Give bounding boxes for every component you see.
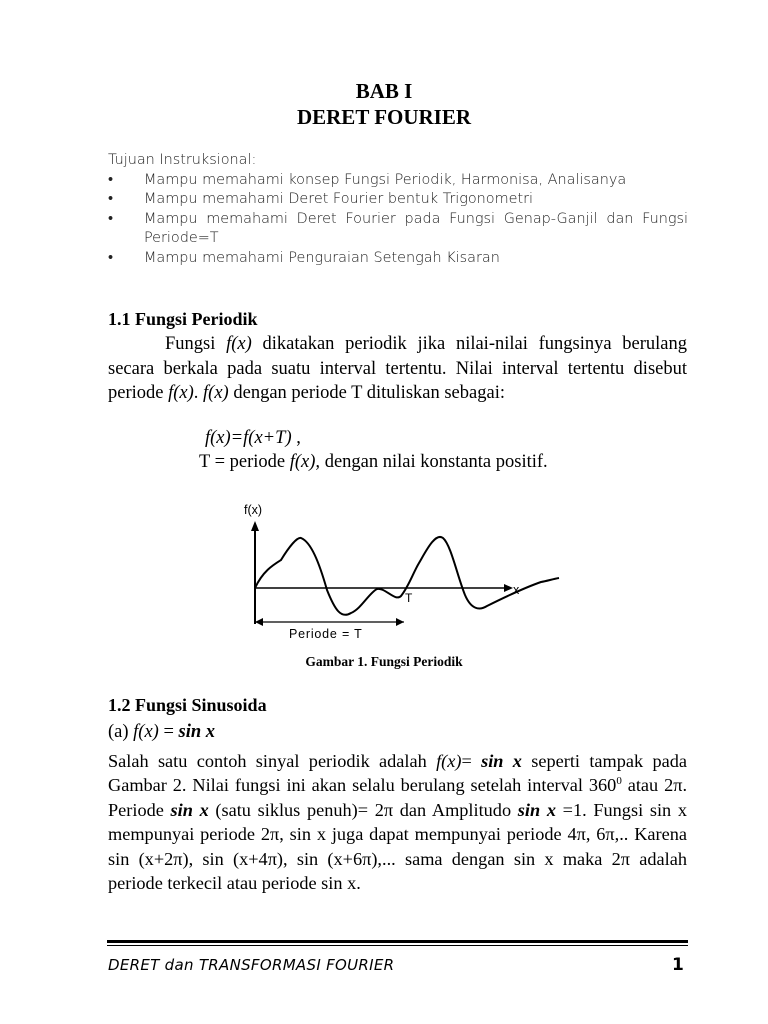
objectives-list xyxy=(108,171,688,269)
period-left-arrow-icon xyxy=(255,618,263,626)
bullet-icon: • xyxy=(108,171,114,188)
footer-book-title: DERET dan TRANSFORMASI FOURIER xyxy=(108,956,395,974)
bullet-icon: • xyxy=(108,210,114,227)
x-axis-arrow-icon xyxy=(504,584,513,592)
sinusoid-paragraph: Salah satu contoh sinyal periodik adalah f(x)= sin x seperti tampak pada Gambar 2. Nilai fungsi ini akan selalu berulang setelah interval $360^0$ atau 2π. Periode sin x (satu siklus penuh)= 2π dan Amplitudo sin x =1. Fungsi sin x mempunyai periode 2π, sin x juga dapat mempunyai periode 4π, 6π,.. Karena sin (x+2π), sin (x+4π), sin (x+6π),... sama dengan sin x maka 2π adalah periode terkecil atau periode sin x. xyxy=(108,751,688,894)
figure-caption: Gambar 1. Fungsi Periodik xyxy=(305,654,463,669)
bullet-icon: • xyxy=(108,191,114,207)
x-axis-label: x xyxy=(513,583,520,597)
chapter-title: DERET FOURIER xyxy=(296,105,472,129)
period-right-arrow-icon xyxy=(396,618,404,626)
y-axis-label: f(x) xyxy=(244,503,263,517)
section-heading-1-2: 1.2 Fungsi Sinusoida xyxy=(108,695,267,715)
objective-item: • Mampu memahami konsep Fungsi Periodik, Harmonisa, Analisanya xyxy=(108,171,688,191)
period-definition-line: T = periode f(x), dengan nilai konstanta positif. xyxy=(199,452,548,472)
objective-item: • Mampu memahami Deret Fourier pada Fungsi Genap-Ganjil dan Fungsi Periode=T xyxy=(108,210,688,246)
section-heading-1-1: 1.1 Fungsi Periodik xyxy=(108,309,258,329)
period-label: Periode = T xyxy=(289,627,363,641)
y-axis-arrow-icon xyxy=(251,521,259,531)
periodic-function-figure xyxy=(225,497,565,652)
footer-rule-thin xyxy=(107,945,688,946)
periodic-equation: f(x)=f(x+T) , xyxy=(205,428,301,448)
periodic-definition-paragraph: Fungsi f(x) dikatakan periodik jika nilai-nilai fungsinya berulang secara berkala pada suatu interval tertentu. Nilai interval tertentu disebut periode f(x). f(x) dengan periode T dituliskan sebagai: xyxy=(108,334,687,403)
objective-item: • Mampu memahami Deret Fourier bentuk Trigonometri xyxy=(108,190,688,210)
subsection-a-title: (a) f(x) = sin x xyxy=(108,722,216,742)
objectives-block xyxy=(108,151,688,268)
page-number: 1 xyxy=(672,955,684,975)
objective-item: • Mampu memahami Penguraian Setengah Kisaran xyxy=(108,249,688,269)
period-tick-label: T xyxy=(405,591,413,605)
footer-rule-thick xyxy=(107,940,688,943)
objectives-heading: Tujuan Instruksional: xyxy=(108,152,257,168)
chapter-number: BAB I xyxy=(355,79,413,103)
bullet-icon: • xyxy=(108,249,114,266)
